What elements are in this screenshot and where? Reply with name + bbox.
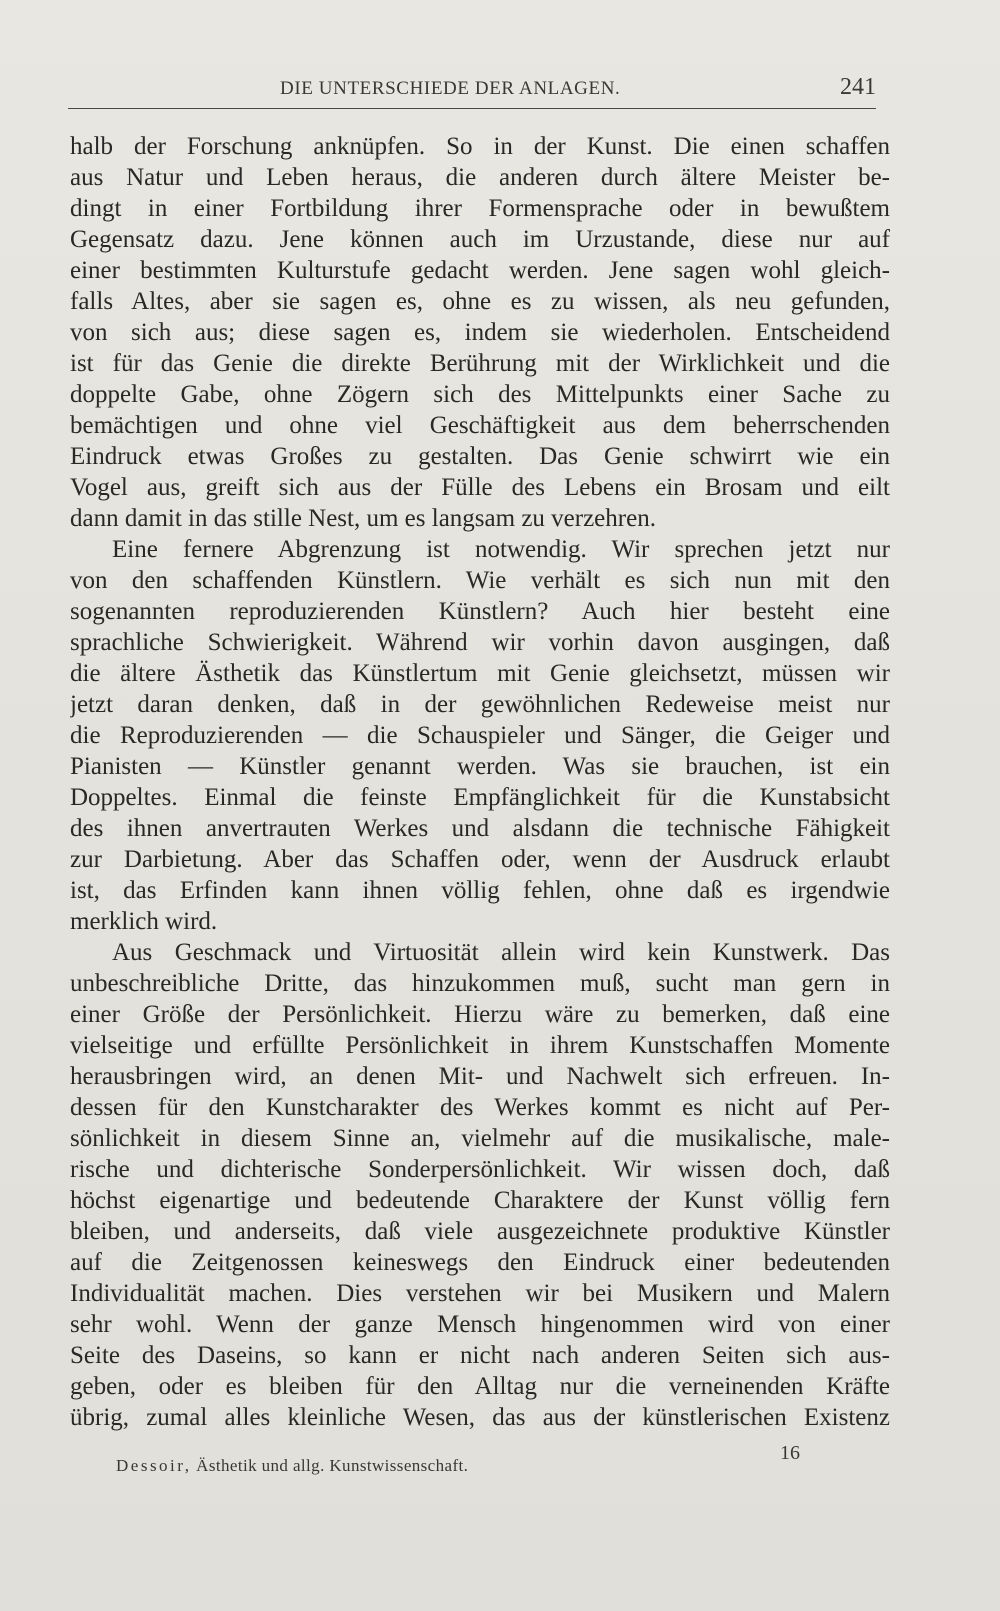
text-line: aus Natur und Leben heraus, die anderen durch ältere Meister be- bbox=[70, 164, 890, 191]
text-line: Eine fernere Abgrenzung ist notwendig. Wir sprechen jetzt nur bbox=[112, 536, 890, 563]
text-line: von den schaffenden Künstlern. Wie verhält es sich nun mit den bbox=[70, 567, 890, 594]
text-line: zur Darbietung. Aber das Schaffen oder, wenn der Ausdruck erlaubt bbox=[70, 846, 890, 873]
text-line: ist, das Erfinden kann ihnen völlig fehlen, ohne daß es irgendwie bbox=[70, 877, 890, 904]
text-line: die ältere Ästhetik das Künstlertum mit Genie gleichsetzt, müssen wir bbox=[70, 660, 890, 687]
text-line: einer Größe der Persönlichkeit. Hierzu wäre zu bemerken, daß eine bbox=[70, 1001, 890, 1028]
page-footer bbox=[116, 1442, 816, 1480]
text-line: Doppeltes. Einmal die feinste Empfänglichkeit für die Kunstabsicht bbox=[70, 784, 890, 811]
text-line: dann damit in das stille Nest, um es langsam zu verzehren. bbox=[70, 505, 656, 532]
text-line: auf die Zeitgenossen keineswegs den Eindruck einer bedeutenden bbox=[70, 1249, 890, 1276]
text-line: ist für das Genie die direkte Berührung mit der Wirklichkeit und die bbox=[70, 350, 890, 377]
text-line: übrig, zumal alles kleinliche Wesen, das aus der künstlerischen Existenz bbox=[70, 1404, 890, 1431]
text-line: Individualität machen. Dies verstehen wir bei Musikern und Malern bbox=[70, 1280, 890, 1307]
text-line: Seite des Daseins, so kann er nicht nach anderen Seiten sich aus- bbox=[70, 1342, 890, 1369]
footer-author: Dessoir, bbox=[116, 1456, 192, 1475]
text-line: des ihnen anvertrauten Werkes und alsdann die technische Fähigkeit bbox=[70, 815, 890, 842]
text-line: Eindruck etwas Großes zu gestalten. Das Genie schwirrt wie ein bbox=[70, 443, 890, 470]
text-line: Vogel aus, greift sich aus der Fülle des Lebens ein Brosam und eilt bbox=[70, 474, 890, 501]
text-line: sehr wohl. Wenn der ganze Mensch hingenommen wird von einer bbox=[70, 1311, 890, 1338]
footer-title: Ästhetik und allg. Kunstwissenschaft. bbox=[196, 1456, 469, 1475]
text-line: bemächtigen und ohne viel Geschäftigkeit aus dem beherrschenden bbox=[70, 412, 890, 439]
text-line: geben, oder es bleiben für den Alltag nur die verneinenden Kräfte bbox=[70, 1373, 890, 1400]
text-line: merklich wird. bbox=[70, 908, 218, 935]
text-line: dessen für den Kunstcharakter des Werkes kommt es nicht auf Per- bbox=[70, 1094, 890, 1121]
text-line: sönlichkeit in diesem Sinne an, vielmehr auf die musikalische, male- bbox=[70, 1125, 890, 1152]
signature-mark: 16 bbox=[780, 1442, 800, 1464]
text-line: dingt in einer Fortbildung ihrer Formensprache oder in bewußtem bbox=[70, 195, 890, 222]
text-line: von sich aus; diese sagen es, indem sie wiederholen. Entscheidend bbox=[70, 319, 890, 346]
text-line: jetzt daran denken, daß in der gewöhnlichen Redeweise meist nur bbox=[70, 691, 890, 718]
page-header bbox=[68, 70, 876, 110]
running-head: DIE UNTERSCHIEDE DER ANLAGEN. bbox=[280, 78, 621, 99]
body-text bbox=[70, 131, 890, 1433]
text-line: sprachliche Schwierigkeit. Während wir vorhin davon ausgingen, daß bbox=[70, 629, 890, 656]
text-line: einer bestimmten Kulturstufe gedacht werden. Jene sagen wohl gleich- bbox=[70, 257, 890, 284]
text-line: vielseitige und erfüllte Persönlichkeit in ihrem Kunstschaffen Momente bbox=[70, 1032, 890, 1059]
text-line: bleiben, und anderseits, daß viele ausgezeichnete produktive Künstler bbox=[70, 1218, 890, 1245]
text-line: die Reproduzierenden — die Schauspieler und Sänger, die Geiger und bbox=[70, 722, 890, 749]
text-line: herausbringen wird, an denen Mit- und Nachwelt sich erfreuen. In- bbox=[70, 1063, 890, 1090]
page-number: 241 bbox=[840, 74, 876, 100]
text-line: Pianisten — Künstler genannt werden. Was sie brauchen, ist ein bbox=[70, 753, 890, 780]
footer-imprint bbox=[116, 1456, 468, 1476]
text-line: Aus Geschmack und Virtuosität allein wird kein Kunstwerk. Das bbox=[112, 939, 890, 966]
text-line: falls Altes, aber sie sagen es, ohne es zu wissen, als neu gefunden, bbox=[70, 288, 890, 315]
text-line: rische und dichterische Sonderpersönlichkeit. Wir wissen doch, daß bbox=[70, 1156, 890, 1183]
text-line: sogenannten reproduzierenden Künstlern? Auch hier besteht eine bbox=[70, 598, 890, 625]
text-line: halb der Forschung anknüpfen. So in der Kunst. Die einen schaffen bbox=[70, 133, 890, 160]
text-line: unbeschreibliche Dritte, das hinzukommen muß, sucht man gern in bbox=[70, 970, 890, 997]
text-line: höchst eigenartige und bedeutende Charaktere der Kunst völlig fern bbox=[70, 1187, 890, 1214]
header-rule bbox=[68, 108, 876, 109]
text-line: Gegensatz dazu. Jene können auch im Urzustande, diese nur auf bbox=[70, 226, 890, 253]
text-line: doppelte Gabe, ohne Zögern sich des Mittelpunkts einer Sache zu bbox=[70, 381, 890, 408]
